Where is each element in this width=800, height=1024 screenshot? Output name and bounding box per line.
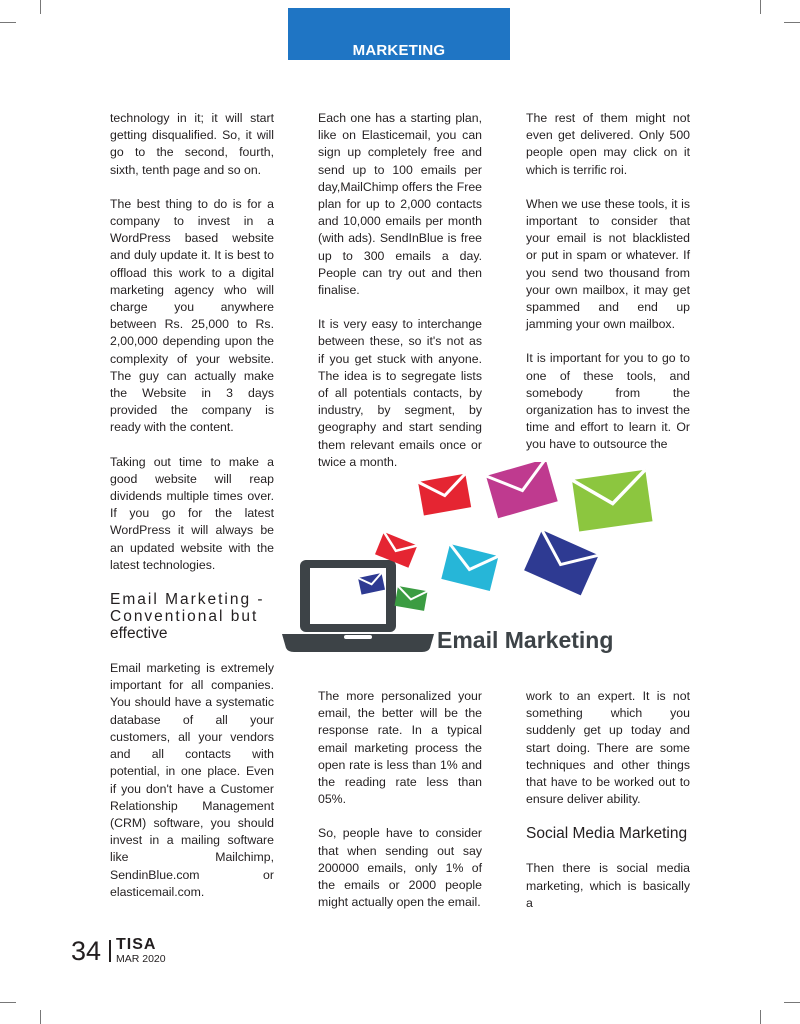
column-middle — [318, 110, 482, 488]
issue-date: MAR 2020 — [116, 953, 166, 965]
column-middle-lower — [318, 688, 482, 928]
paragraph: The rest of them might not even get delivered. Only 500 people open may click on it which is terrific roi. — [526, 111, 690, 177]
column-right-lower — [526, 688, 690, 929]
paragraph: Email marketing is extremely important for all companies. You should have a systematic database of all your customers, all your vendors and all contacts with potential, in one place. Even if you don't have a Customer Relationship Management (CRM) software, you should invest in a mailing software like Mailchimp, SendinBlue.com or elasticemail.com. — [110, 661, 274, 899]
envelope-icon — [418, 474, 471, 516]
paragraph: So, people have to consider that when sending out say 200000 emails, only 1% of the emails or 2000 people might actually open the email. — [318, 826, 482, 910]
paragraph: The more personalized your email, the better will be the response rate. In a typical email marketing process the open rate is less than 1% and the reading rate less than 05%. — [318, 689, 482, 807]
illustration-caption: Email Marketing — [437, 627, 614, 653]
paragraph: technology in it; it will start getting disqualified. So, it will go to the second, fourth, sixth, tenth page and so on. — [110, 111, 274, 177]
email-marketing-illustration — [280, 462, 660, 660]
page-number: 34 — [71, 936, 102, 966]
heading-line: effective — [110, 625, 168, 643]
paragraph: It is important for you to go to one of these tools, and somebody from the organization has to invest the time and effort to learn it. Or you have to outsource the — [526, 351, 690, 452]
paragraph: It is very easy to interchange between these, so it's not as if you get stuck with anyone. The idea is to segregate lists of all potentials contacts, by industry, by segment, by geography and start sending them relevant emails once or twice a month. — [318, 317, 482, 469]
crop-mark — [760, 0, 761, 14]
column-left — [110, 110, 274, 918]
envelope-icon — [486, 462, 558, 518]
paragraph: Taking out time to make a good website will reap dividends multiple times over. If you go for the latest WordPress it will always be an updated website with the latest technologies. — [110, 454, 274, 572]
envelope-icon — [524, 530, 599, 595]
crop-mark — [0, 1002, 16, 1003]
paragraph: Each one has a starting plan, like on Elasticemail, you can sign up completely free and send up to 100 emails per day,MailChimp offers the Free plan for up to 2,000 contacts and 10,000 emails per month (with ads). SendInBlue is free up to 300 emails a day. People can try out and then finalise. — [318, 111, 482, 298]
section-heading — [110, 591, 274, 642]
column-right — [526, 110, 690, 471]
magazine-logo: TISA — [116, 936, 157, 953]
envelope-icon — [395, 586, 428, 611]
footer-divider — [109, 940, 111, 962]
crop-mark — [0, 22, 16, 23]
crop-mark — [760, 1010, 761, 1024]
paragraph: The best thing to do is for a company to invest in a WordPress based website and duly update it. It is best to offload this work to a digital marketing agency who will charge you anywhere between Rs. 25,000 to Rs. 2,00,000 depending upon the complexity of your website. The guy can actually make the Website in 3 days provided the company is ready with the content. — [110, 196, 274, 435]
crop-mark — [784, 22, 800, 23]
section-header: MARKETING — [288, 8, 510, 60]
crop-mark — [40, 0, 41, 14]
envelope-icon — [441, 544, 498, 591]
section-heading: Social Media Marketing — [526, 825, 688, 843]
paragraph: When we use these tools, it is important to consider that your email is not blacklisted or put in spam or whatever. If you send two thousand from your own mailbox, it may get spammed and end up jamming your own mailbox. — [526, 196, 690, 332]
crop-mark — [784, 1002, 800, 1003]
heading-line: Email Marketing - Conventional but — [110, 591, 265, 626]
paragraph: work to an expert. It is not something which you suddenly get up today and start doing. There are some techniques and other things that have to be worked out to ensure deliver ability. — [526, 689, 690, 807]
envelope-icon — [572, 470, 653, 532]
paragraph: Then there is social media marketing, which is basically a — [526, 861, 690, 910]
crop-mark — [40, 1010, 41, 1024]
